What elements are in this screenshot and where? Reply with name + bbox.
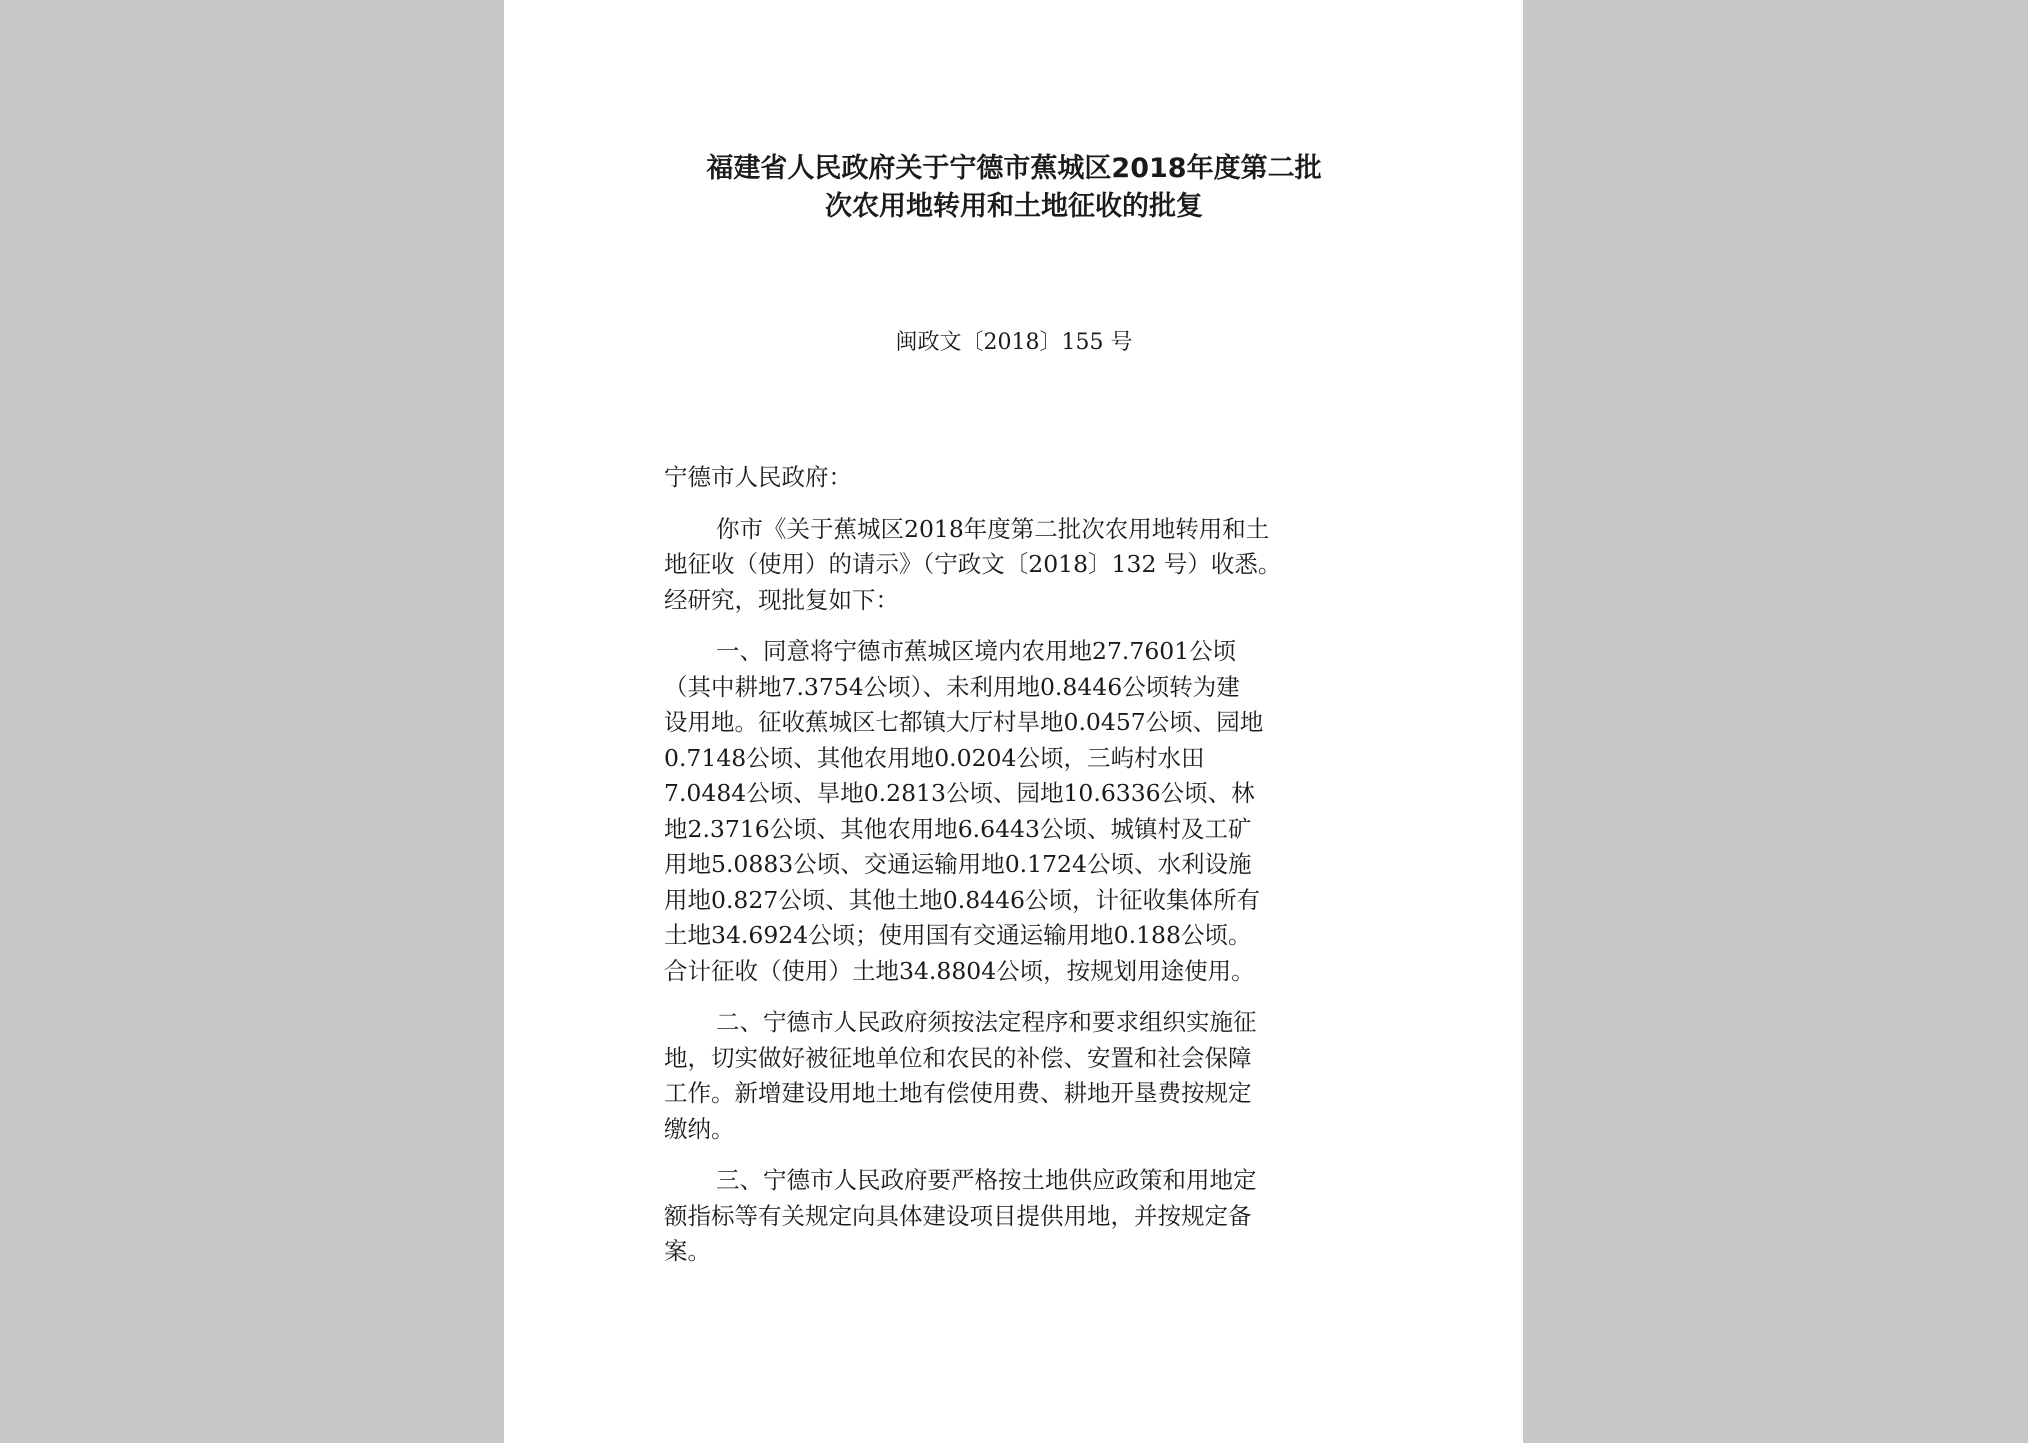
paragraph-intro (664, 512, 1394, 619)
paragraph-line: 地2.3716公顷、其他农用地6.6443公顷、城镇村及工矿 (664, 814, 1252, 843)
document-page (504, 0, 1523, 1443)
paragraph-line: 地，切实做好被征地单位和农民的补偿、安置和社会保障 (664, 1043, 1252, 1072)
title-line-2: 次农用地转用和土地征收的批复 (825, 191, 1203, 222)
paragraph-line: 三、宁德市人民政府要严格按土地供应政策和用地定 (716, 1166, 1257, 1194)
paragraph-line: 合计征收（使用）土地34.8804公顷，按规划用途使用。 (664, 956, 1255, 985)
paragraph-line: 一、同意将宁德市蕉城区境内农用地27.7601公顷 (716, 637, 1237, 665)
paragraph-item-2 (664, 1005, 1394, 1147)
paragraph-line: 你市《关于蕉城区2018年度第二批次农用地转用和土 (716, 514, 1270, 543)
document-body (664, 460, 1394, 1286)
paragraph-line: 缴纳。 (664, 1114, 735, 1143)
salutation: 宁德市人民政府： (664, 463, 852, 491)
paragraph-line: 额指标等有关规定向具体建设项目提供用地，并按规定备 (664, 1201, 1252, 1230)
paragraph-line: （其中耕地7.3754公顷）、未利用地0.8446公顷转为建 (664, 672, 1240, 701)
paragraph-line: 地征收（使用）的请示》（宁政文〔2018〕132 号）收悉。 (664, 550, 1282, 578)
paragraph-line: 设用地。征收蕉城区七都镇大厅村旱地0.0457公顷、园地 (664, 708, 1264, 736)
paragraph-line: 二、宁德市人民政府须按法定程序和要求组织实施征 (716, 1008, 1257, 1036)
paragraph-line: 工作。新增建设用地土地有偿使用费、耕地开垦费按规定 (664, 1079, 1252, 1107)
paragraph-item-1 (664, 634, 1394, 989)
paragraph-line: 用地0.827公顷、其他土地0.8446公顷，计征收集体所有 (664, 885, 1261, 914)
paragraph-line: 案。 (664, 1237, 711, 1265)
paragraph-item-3 (664, 1163, 1394, 1270)
document-title (644, 150, 1384, 226)
paragraph-line: 7.0484公顷、旱地0.2813公顷、园地10.6336公顷、林 (664, 779, 1255, 807)
paragraph-line: 0.7148公顷、其他农用地0.0204公顷，三屿村水田 (664, 743, 1205, 772)
document-number: 闽政文〔2018〕155 号 (895, 330, 1133, 355)
paragraph-line: 土地34.6924公顷；使用国有交通运输用地0.188公顷。 (664, 921, 1252, 949)
paragraph-line: 用地5.0883公顷、交通运输用地0.1724公顷、水利设施 (664, 850, 1252, 878)
paragraph-line: 经研究，现批复如下： (664, 585, 899, 614)
title-line-1: 福建省人民政府关于宁德市蕉城区2018年度第二批 (706, 153, 1322, 184)
